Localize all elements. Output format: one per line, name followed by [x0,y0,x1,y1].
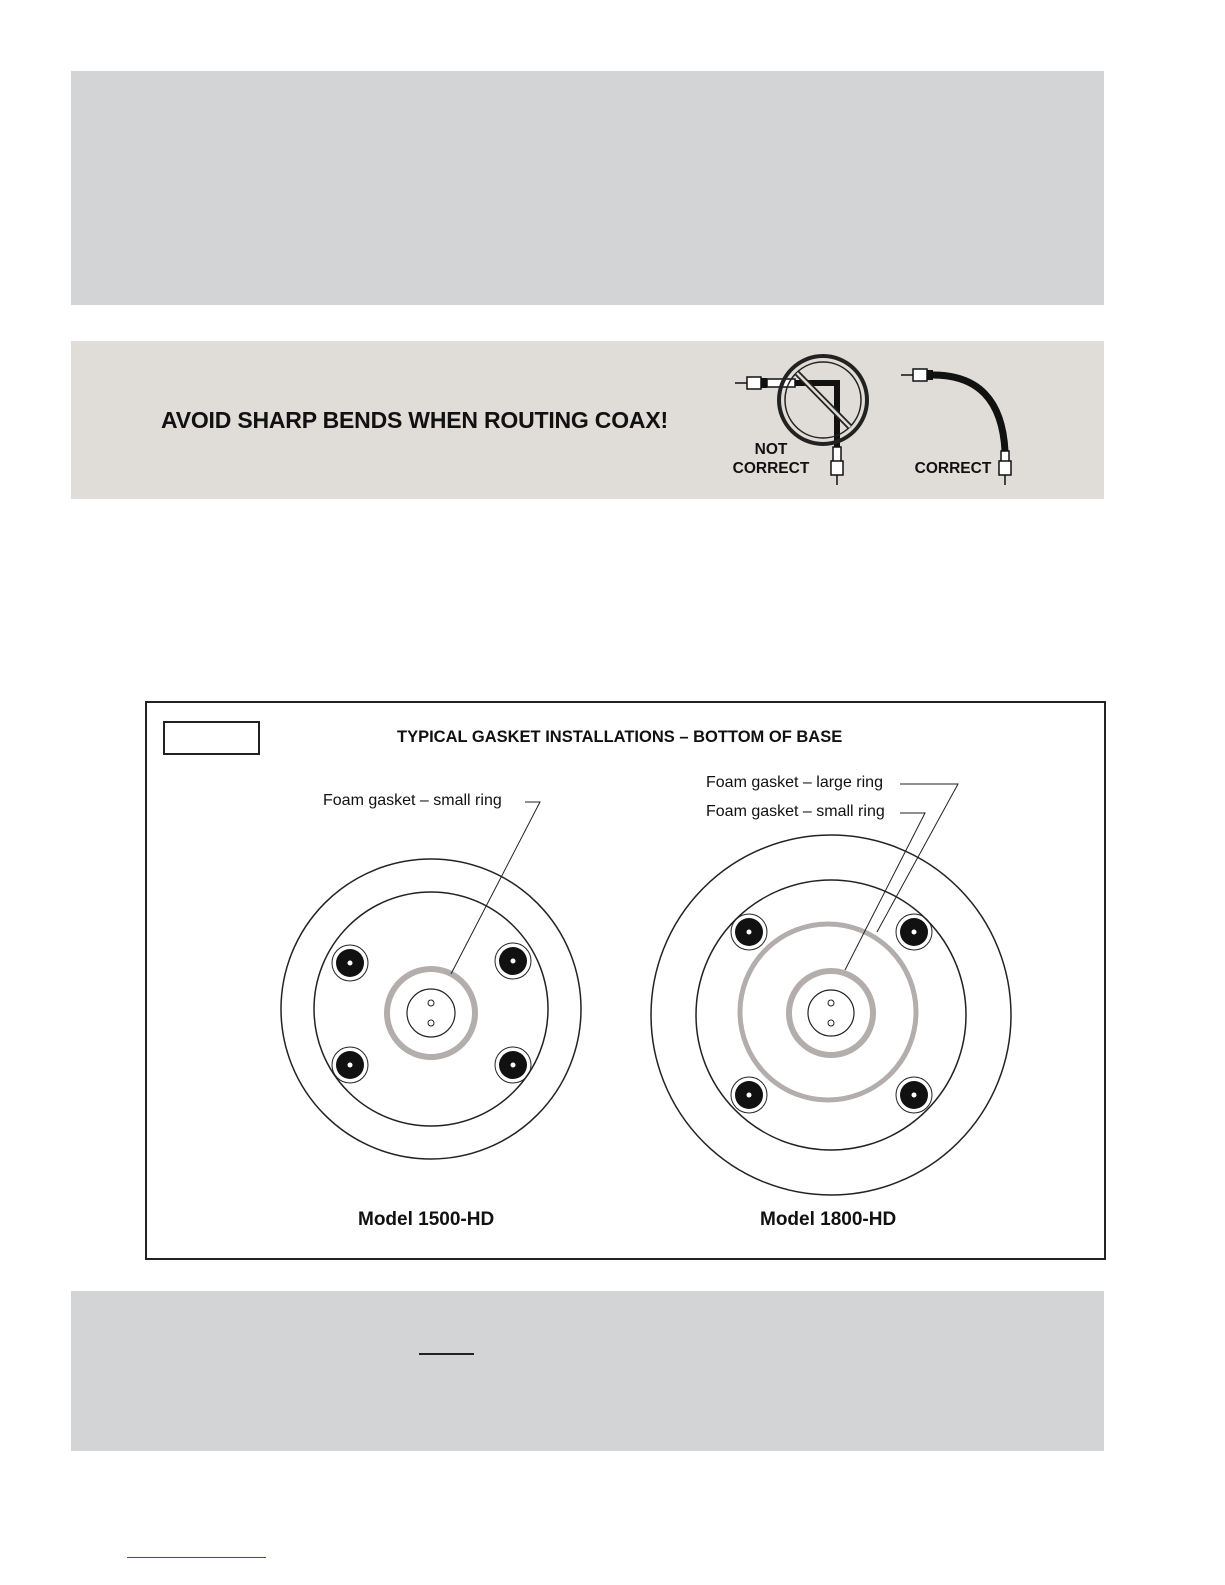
figure-title: TYPICAL GASKET INSTALLATIONS – BOTTOM OF BASE [397,728,843,746]
gasket-diagram [147,703,1104,1258]
coax-warning-panel [71,341,1104,499]
not-correct-label-line1: NOT [754,441,788,458]
mounting-bolt-icon [731,1077,767,1113]
outer-rim-1800 [651,835,1011,1195]
mounting-bolt-icon [332,1047,368,1083]
prohibited-sign-icon [779,356,867,444]
callout-small-ring-1800: Foam gasket – small ring [706,803,885,820]
base-1800-hd [651,784,1011,1195]
gasket-figure [145,701,1106,1260]
callout-large-ring-1800: Foam gasket – large ring [706,774,883,791]
mounting-bolt-icon [495,1047,531,1083]
coax-warning-text: AVOID SHARP BENDS WHEN ROUTING COAX! [161,407,668,433]
model-1500-label: Model 1500-HD [358,1209,495,1230]
mounting-bolt-icon [896,1077,932,1113]
figure-number-box [164,722,259,754]
mounting-bolt-icon [896,914,932,950]
not-correct-label [721,440,821,478]
callout-small-ring-1500: Foam gasket – small ring [323,792,502,809]
outer-rim-1500 [281,859,581,1159]
mounting-bolt-icon [495,943,531,979]
footer-link-rule [127,1557,266,1558]
model-1800-label: Model 1800-HD [760,1209,897,1230]
correct-label: CORRECT [914,460,992,477]
top-shaded-panel [71,71,1104,305]
base-1500-hd [281,802,581,1159]
bottom-shaded-panel [71,1291,1104,1451]
underline-mark [419,1353,474,1355]
mounting-bolt-icon [731,914,767,950]
not-correct-label-line2: CORRECT [732,460,810,477]
mounting-bolt-icon [332,945,368,981]
